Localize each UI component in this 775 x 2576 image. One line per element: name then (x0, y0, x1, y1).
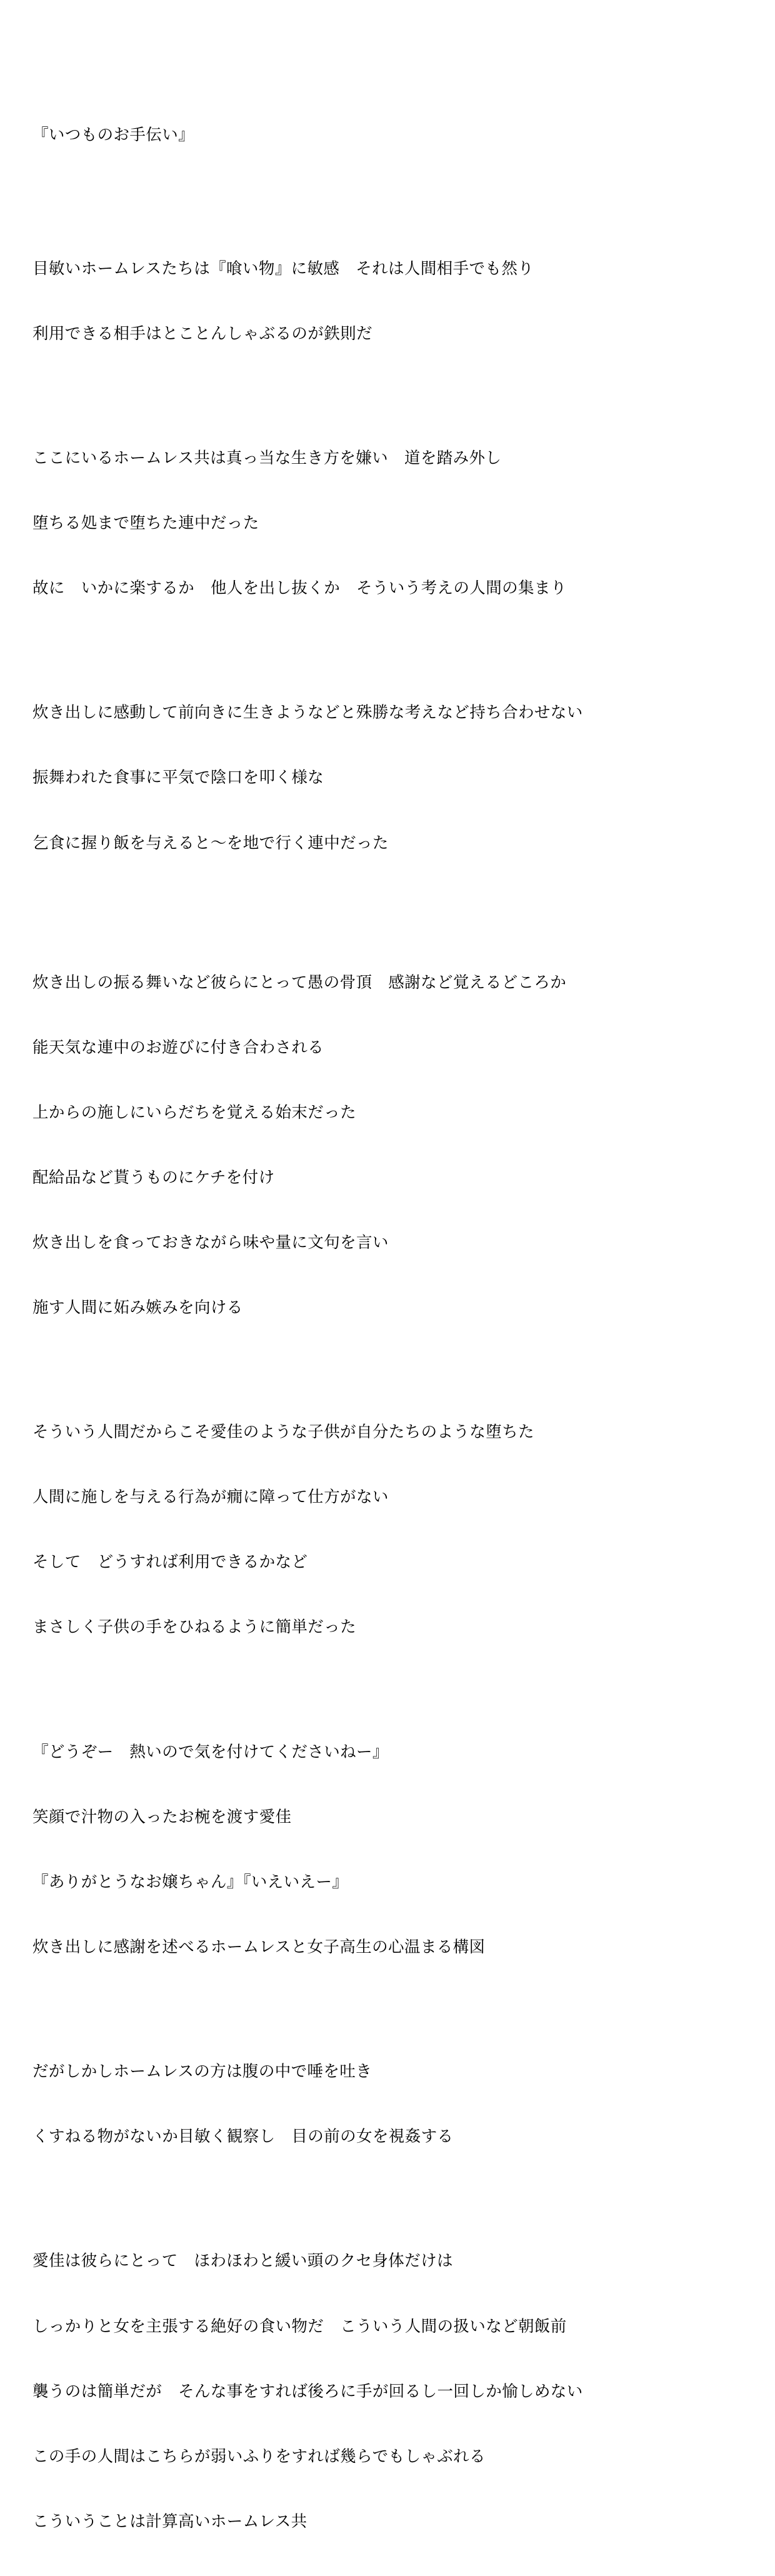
text-line: そして どうすれば利用できるかなど (32, 1553, 308, 1572)
text-line: この手の人間はこちらが弱いふりをすれば幾らでもしゃぶれる (32, 2447, 486, 2466)
text-line: 目敏いホームレスたちは『喰い物』に敏感 それは人間相手でも然り (32, 259, 534, 278)
paragraph-3 (32, 659, 738, 897)
text-line: 『いつものお手伝い』 (32, 126, 195, 145)
text-line: 炊き出しの振る舞いなど彼らにとって愚の骨頂 感謝など覚えるどころか (32, 973, 567, 992)
text-line: くすねる物がないか目敏く観察し 目の前の女を視姦する (32, 2127, 454, 2147)
paragraph-7 (32, 2018, 738, 2191)
text-line: 上からの施しにいらだちを覚える始末だった (32, 1103, 357, 1122)
text-line: ここにいるホームレス共は真っ当な生き方を嫌い 道を踏み外し (32, 449, 502, 468)
text-line: 配給品など貰うものにケチを付け (32, 1168, 275, 1187)
document-title (32, 81, 738, 189)
text-line: 乞食に握り飯を与えると〜を地で行く連中だった (32, 833, 389, 853)
text-line: そういう人間だからこそ愛佳のような子供が自分たちのような堕ちた (32, 1423, 534, 1442)
paragraph-6 (32, 1698, 738, 2001)
text-line: 愛佳は彼らにとって ほわほわと緩い頭のクセ身体だけは (32, 2252, 453, 2271)
document-text-body (32, 81, 738, 2576)
text-line: まさしく子供の手をひねるように簡単だった (32, 1618, 357, 1637)
paragraph-1 (32, 214, 738, 388)
text-line: しっかりと女を主張する絶好の食い物だ こういう人間の扱いなど朝飯前 (32, 2317, 567, 2336)
text-line: 堕ちる処まで堕ちた連中だった (32, 514, 259, 533)
paragraph-8 (32, 2207, 738, 2575)
text-line: 振舞われた食事に平気で陰口を叩く様な (32, 768, 324, 788)
text-line: 笑顔で汁物の入ったお椀を渡す愛佳 (32, 1807, 292, 1827)
text-line: 炊き出しに感動して前向きに生きようなどと殊勝な考えなど持ち合わせない (32, 703, 583, 723)
text-line: 襲うのは簡単だが そんな事をすれば後ろに手が回るし一回しか愉しめない (32, 2382, 583, 2401)
text-line: 施す人間に妬み嫉みを向ける (32, 1298, 243, 1317)
text-line: 利用できる相手はとことんしゃぶるのが鉄則だ (32, 324, 372, 343)
text-line: 能天気な連中のお遊びに付き合わされる (32, 1038, 324, 1057)
text-line: 炊き出しを食っておきながら味や量に文句を言い (32, 1233, 389, 1252)
text-line: こういうことは計算高いホームレス共 (32, 2512, 308, 2531)
text-line: 『ありがとうなお嬢ちゃん』『いえいえー』 (32, 1872, 349, 1892)
text-line: だがしかしホームレスの方は腹の中で唾を吐き (32, 2062, 372, 2082)
paragraph-2 (32, 404, 738, 643)
paragraph-5 (32, 1378, 738, 1681)
text-line: 『どうぞー 熱いので気を付けてくださいねー』 (32, 1742, 389, 1762)
text-line: 炊き出しに感謝を述べるホームレスと女子高生の心温まる構図 (32, 1937, 486, 1957)
text-line: 人間に施しを与える行為が癇に障って仕方がない (32, 1488, 389, 1507)
paragraph-4 (32, 929, 738, 1362)
text-line: 故に いかに楽するか 他人を出し抜くか そういう考えの人間の集まり (32, 579, 567, 598)
